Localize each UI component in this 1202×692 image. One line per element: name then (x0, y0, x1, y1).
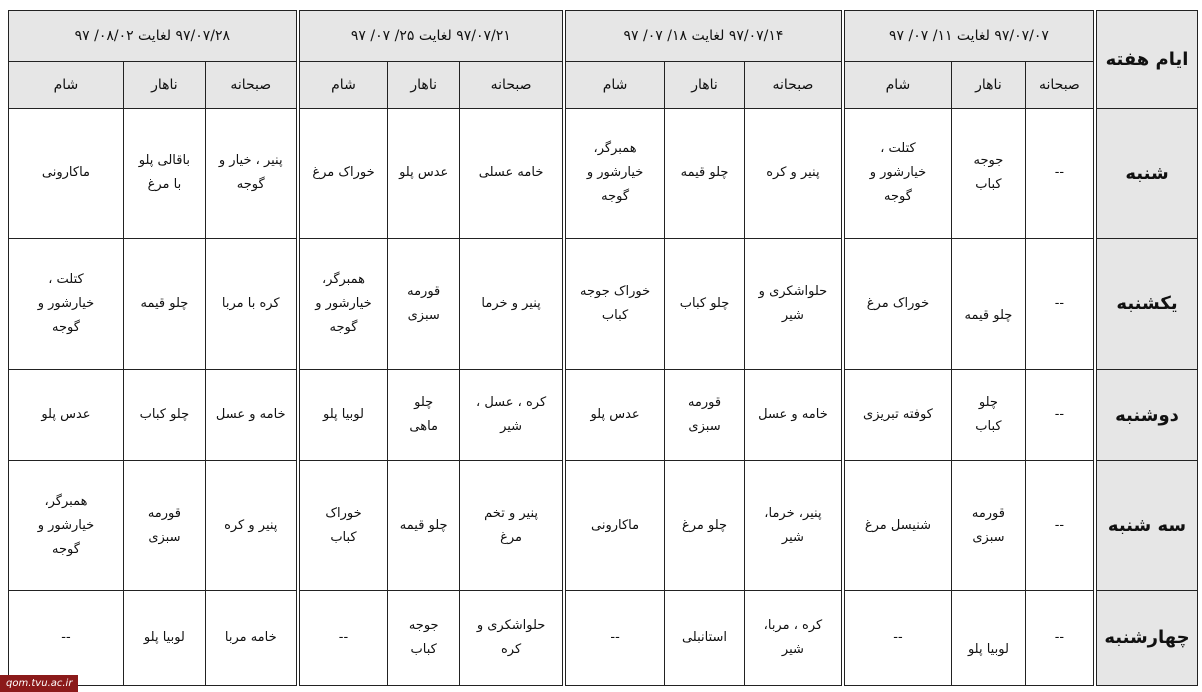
dinner-item-text: خوراک جوجه کباب (579, 283, 651, 323)
dinner-cell (843, 238, 952, 370)
breakfast-cell (205, 590, 297, 685)
breakfast-item-text: پنیر و کره (224, 517, 278, 533)
week-2-header: ۹۷/۰۷/۱۴ لغایت ۱۸/ ۰۷/ ۹۷ (564, 11, 843, 62)
lunch-cell (952, 461, 1026, 591)
dinner-cell (298, 370, 388, 461)
dinner-cell (843, 461, 952, 591)
breakfast-item-text: پنیر، خرما، شیر (764, 505, 822, 545)
lunch-item-text: چلو کباب (139, 407, 190, 423)
dinner-item-text: همبرگر، خیارشور و گوجه (586, 141, 644, 205)
meal-header-row (9, 62, 1198, 109)
breakfast-cell (460, 238, 565, 370)
lunch-item-text: چلو مرغ (681, 517, 728, 533)
breakfast-cell (460, 590, 565, 685)
dinner-cell (9, 590, 124, 685)
dinner-cell (564, 109, 664, 239)
table-row (9, 238, 1198, 370)
breakfast-item-text: حلواشکری و کره (476, 617, 546, 657)
breakfast-cell (205, 238, 297, 370)
lunch-cell (952, 370, 1026, 461)
table-row (9, 370, 1198, 461)
lunch-header: ناهار (665, 62, 745, 109)
breakfast-cell (205, 461, 297, 591)
table-row (9, 590, 1198, 685)
dinner-cell (843, 590, 952, 685)
breakfast-cell (744, 238, 842, 370)
breakfast-item-text: حلواشکری و شیر (758, 283, 828, 323)
breakfast-cell (1025, 461, 1095, 591)
breakfast-item-text: خامه عسلی (478, 165, 544, 181)
lunch-cell (952, 238, 1026, 370)
dinner-header: شام (843, 62, 952, 109)
week-4-header: ۹۷/۰۷/۲۸ لغایت ۰۸/۰۲/ ۹۷ (9, 11, 298, 62)
day-label: دوشنبه (1095, 370, 1197, 461)
lunch-item-text: چلو کباب (975, 395, 1002, 435)
lunch-cell (123, 461, 205, 591)
lunch-cell (665, 109, 745, 239)
breakfast-header: صبحانه (205, 62, 297, 109)
lunch-item-text: چلو قیمه (680, 165, 729, 181)
lunch-cell (665, 238, 745, 370)
breakfast-cell (460, 370, 565, 461)
week-3-header: ۹۷/۰۷/۲۱ لغایت ۲۵/ ۰۷/ ۹۷ (298, 11, 564, 62)
breakfast-cell (744, 109, 842, 239)
breakfast-item-text: کره ، مربا، شیر (763, 617, 823, 657)
dinner-cell (298, 109, 388, 239)
breakfast-cell (744, 461, 842, 591)
breakfast-cell (1025, 590, 1095, 685)
dinner-cell (564, 370, 664, 461)
dinner-cell (564, 238, 664, 370)
lunch-item-text: چلو قیمه (964, 307, 1013, 323)
week-1-header: ۹۷/۰۷/۰۷ لغایت ۱۱/ ۰۷/ ۹۷ (843, 11, 1095, 62)
day-label: چهارشنبه (1095, 590, 1197, 685)
dinner-cell (564, 590, 664, 685)
week-header-row (9, 11, 1198, 62)
lunch-header: ناهار (952, 62, 1026, 109)
lunch-cell (952, 109, 1026, 239)
breakfast-cell (205, 109, 297, 239)
dinner-item-text: خوراک مرغ (312, 165, 375, 181)
dinner-item-text: کوفته تبریزی (863, 407, 933, 423)
lunch-cell (123, 590, 205, 685)
breakfast-header: صبحانه (460, 62, 565, 109)
breakfast-header: صبحانه (1025, 62, 1095, 109)
breakfast-item-text: پنیر ، خیار و گوجه (218, 153, 283, 193)
breakfast-item-text: خامه و عسل (215, 407, 286, 423)
lunch-item-text: لوبیا پلو (143, 629, 185, 645)
breakfast-item-text: خامه مربا (224, 629, 277, 645)
lunch-cell (388, 370, 460, 461)
dinner-cell (298, 461, 388, 591)
dinner-cell (9, 109, 124, 239)
breakfast-item-text: کره با مربا (221, 295, 280, 311)
lunch-item-text: لوبیا پلو (967, 641, 1009, 657)
table-row (9, 461, 1198, 591)
breakfast-cell (205, 370, 297, 461)
dinner-header: شام (564, 62, 664, 109)
lunch-cell (952, 590, 1026, 685)
lunch-item-text: قورمه سبزی (147, 505, 181, 545)
dinner-cell (298, 238, 388, 370)
menu-body (9, 109, 1198, 686)
site-watermark: qom.tvu.ac.ir (0, 675, 78, 692)
dinner-cell (843, 370, 952, 461)
day-label: سه شنبه (1095, 461, 1197, 591)
breakfast-cell (1025, 238, 1095, 370)
breakfast-cell (460, 109, 565, 239)
dinner-item-text: شنیسل مرغ (864, 517, 932, 533)
lunch-header: ناهار (388, 62, 460, 109)
dinner-item-text: لوبیا پلو (323, 407, 364, 423)
breakfast-item-text: پنیر و کره (766, 165, 820, 181)
lunch-item-text: استانبلی (681, 629, 728, 645)
day-label: یکشنبه (1095, 238, 1197, 370)
dinner-item-text: -- (893, 629, 903, 645)
lunch-item-text: چلو ماهی (409, 395, 438, 435)
dinner-item-text: کتلت ، خیارشور و گوجه (37, 271, 95, 335)
lunch-cell (665, 461, 745, 591)
breakfast-header: صبحانه (744, 62, 842, 109)
dinner-cell (564, 461, 664, 591)
breakfast-cell (744, 590, 842, 685)
dinner-item-text: عدس پلو (41, 407, 91, 423)
dinner-item-text: ماکارونی (41, 165, 90, 181)
lunch-cell (388, 109, 460, 239)
lunch-cell (123, 238, 205, 370)
breakfast-item-text: -- (1054, 407, 1065, 423)
lunch-item-text: چلو قیمه (140, 295, 189, 311)
dinner-item-text: همبرگر، خیارشور و گوجه (37, 493, 95, 557)
breakfast-item-text: -- (1054, 165, 1065, 181)
breakfast-cell (1025, 109, 1095, 239)
lunch-item-text: قورمه سبزی (971, 505, 1005, 545)
lunch-item-text: جوجه کباب (408, 617, 439, 657)
dinner-header: شام (298, 62, 388, 109)
dinner-item-text: ماکارونی (591, 517, 640, 533)
breakfast-item-text: خامه و عسل (758, 407, 828, 423)
dinner-item-text: خوراک کباب (325, 505, 362, 545)
lunch-header: ناهار (123, 62, 205, 109)
breakfast-cell (460, 461, 565, 591)
lunch-cell (665, 590, 745, 685)
lunch-cell (388, 461, 460, 591)
table-row (9, 109, 1198, 239)
dinner-item-text: خوراک مرغ (866, 295, 930, 311)
lunch-cell (123, 109, 205, 239)
dinner-item-text: -- (610, 629, 620, 645)
lunch-item-text: جوجه کباب (973, 153, 1004, 193)
meal-schedule-table (8, 10, 1198, 686)
breakfast-cell (744, 370, 842, 461)
breakfast-item-text: -- (1054, 629, 1065, 645)
dinner-item-text: -- (61, 629, 71, 645)
lunch-item-text: قورمه سبزی (687, 395, 722, 435)
days-column-header: ایام هفته (1095, 11, 1197, 109)
lunch-item-text: باقالی پلو با مرغ (138, 153, 191, 193)
lunch-item-text: عدس پلو (399, 165, 449, 181)
dinner-cell (9, 238, 124, 370)
dinner-item-text: کتلت ، خیارشور و گوجه (869, 141, 927, 205)
lunch-cell (665, 370, 745, 461)
lunch-item-text: چلو کباب (679, 295, 730, 311)
dinner-cell (9, 370, 124, 461)
dinner-cell (9, 461, 124, 591)
lunch-item-text: چلو قیمه (399, 517, 448, 533)
dinner-item-text: همبرگر، خیارشور و گوجه (315, 271, 372, 335)
lunch-cell (388, 590, 460, 685)
dinner-item-text: عدس پلو (590, 407, 640, 423)
lunch-cell (123, 370, 205, 461)
dinner-item-text: -- (338, 629, 349, 645)
breakfast-item-text: پنیر و تخم مرغ (484, 505, 538, 545)
breakfast-item-text: کره ، عسل ، شیر (475, 395, 547, 435)
breakfast-cell (1025, 370, 1095, 461)
lunch-item-text: قورمه سبزی (407, 283, 441, 323)
dinner-cell (298, 590, 388, 685)
breakfast-item-text: پنیر و خرما (481, 295, 541, 311)
lunch-cell (388, 238, 460, 370)
day-label: شنبه (1095, 109, 1197, 239)
breakfast-item-text: -- (1054, 295, 1065, 311)
breakfast-item-text: -- (1054, 517, 1065, 533)
dinner-header: شام (9, 62, 124, 109)
dinner-cell (843, 109, 952, 239)
